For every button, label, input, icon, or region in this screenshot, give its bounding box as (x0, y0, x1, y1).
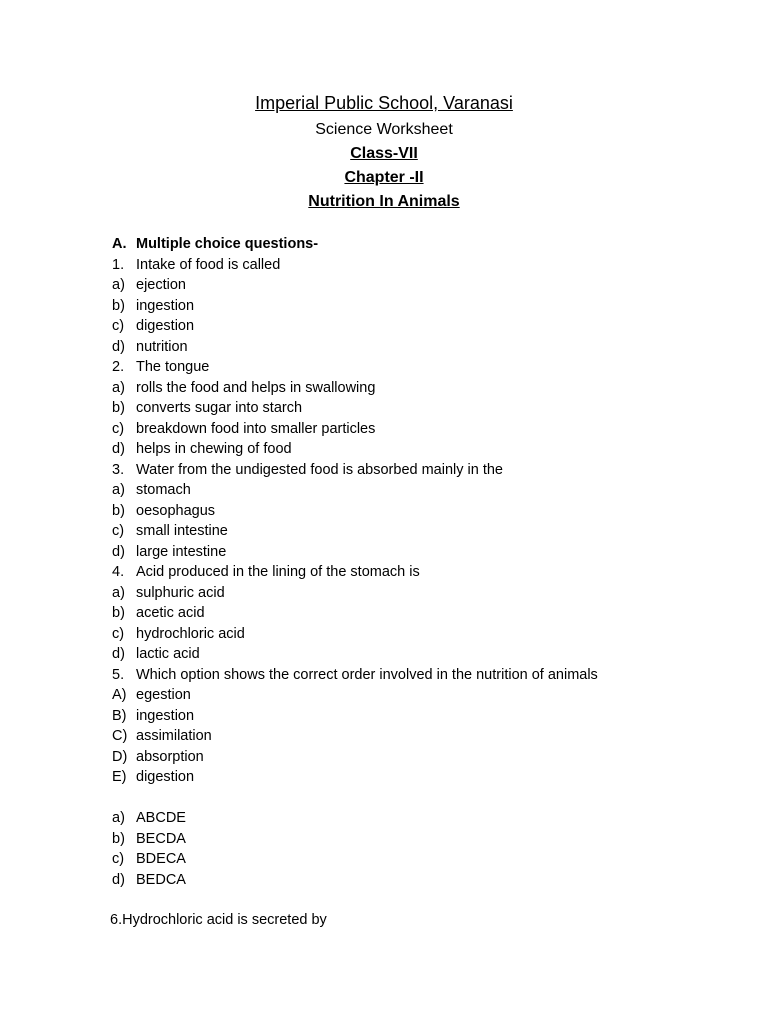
list-item (112, 521, 732, 542)
item-text: ejection (136, 277, 186, 293)
item-text: BECDA (136, 830, 186, 847)
list-item (112, 685, 732, 706)
list-item (112, 398, 732, 419)
item-marker: 3. (112, 461, 125, 478)
item-text: Acid produced in the lining of the stomach is (136, 564, 420, 580)
list-item (112, 624, 732, 645)
item-marker: a) (112, 810, 125, 826)
item-marker: A. (112, 236, 127, 252)
item-text: Which option shows the correct order involved in the nutrition of animals (136, 666, 598, 683)
question-6: 6.Hydrochloric acid is secreted by (110, 912, 327, 928)
item-marker: 5. (112, 666, 125, 683)
item-marker: A) (112, 687, 127, 703)
item-text: helps in chewing of food (136, 441, 292, 457)
item-marker: E) (112, 769, 127, 785)
item-text: converts sugar into starch (136, 400, 303, 416)
item-marker: b) (112, 605, 125, 621)
item-text: ingestion (136, 297, 195, 314)
item-text: lactic acid (136, 646, 200, 662)
item-text: Multiple choice questions- (136, 236, 319, 252)
item-marker: a) (112, 584, 125, 601)
class-heading: Class-VII (350, 145, 418, 162)
list-item (112, 542, 732, 563)
list-item (112, 357, 732, 378)
list-item (112, 275, 732, 296)
item-marker: 1. (112, 256, 125, 273)
list-item (112, 337, 732, 358)
spacer (112, 788, 732, 809)
item-text: large intestine (136, 543, 227, 560)
item-text: ABCDE (136, 810, 186, 826)
item-text: Water from the undigested food is absorbed mainly in the (136, 461, 503, 478)
item-marker: D) (112, 748, 128, 765)
item-marker: b) (112, 502, 125, 519)
question-list (112, 234, 732, 890)
item-text: assimilation (136, 728, 212, 744)
list-item (112, 808, 732, 829)
item-marker: c) (112, 851, 125, 867)
item-marker: d) (112, 338, 125, 355)
list-item (112, 767, 732, 788)
item-marker: a) (112, 277, 125, 293)
item-marker: 2. (112, 359, 125, 375)
school-name: Imperial Public School, Varanasi (255, 93, 513, 113)
item-marker: d) (112, 441, 125, 457)
list-item (112, 603, 732, 624)
item-text: hydrochloric acid (136, 625, 245, 642)
list-item (112, 644, 732, 665)
list-item (112, 378, 732, 399)
list-item (112, 439, 732, 460)
list-item (112, 870, 732, 891)
item-marker: b) (112, 830, 125, 847)
item-marker: B) (112, 707, 127, 724)
list-item (112, 849, 732, 870)
item-text: acetic acid (136, 605, 205, 621)
item-text: oesophagus (136, 502, 216, 519)
item-text: digestion (136, 318, 195, 334)
list-item (112, 501, 732, 522)
chapter-heading: Chapter -II (344, 169, 424, 186)
list-item (112, 747, 732, 768)
topic-heading: Nutrition In Animals (308, 193, 460, 210)
item-marker: b) (112, 400, 125, 416)
item-marker: c) (112, 523, 125, 539)
list-item (112, 706, 732, 727)
item-text: Intake of food is called (136, 256, 281, 273)
list-item (112, 255, 732, 276)
item-marker: b) (112, 297, 125, 314)
item-marker: c) (112, 420, 125, 437)
list-item (112, 460, 732, 481)
list-item (112, 726, 732, 747)
section-heading (112, 234, 732, 255)
item-text: sulphuric acid (136, 584, 225, 601)
list-item (112, 296, 732, 317)
item-marker: c) (112, 318, 125, 334)
item-marker: d) (112, 543, 125, 560)
item-text: breakdown food into smaller particles (136, 420, 376, 437)
worksheet-title: Science Worksheet (315, 121, 453, 138)
item-text: digestion (136, 769, 195, 785)
item-text: The tongue (136, 359, 210, 375)
item-text: rolls the food and helps in swallowing (136, 379, 376, 396)
item-text: stomach (136, 482, 191, 498)
item-text: absorption (136, 748, 204, 765)
item-marker: d) (112, 646, 125, 662)
list-item (112, 419, 732, 440)
item-marker: a) (112, 482, 125, 498)
item-text: egestion (136, 687, 191, 703)
item-marker: c) (112, 625, 125, 642)
item-text: ingestion (136, 707, 195, 724)
list-item (112, 829, 732, 850)
item-marker: a) (112, 379, 125, 396)
item-text: nutrition (136, 338, 188, 355)
list-item (112, 316, 732, 337)
list-item (112, 665, 732, 686)
list-item (112, 583, 732, 604)
item-text: BDECA (136, 851, 186, 867)
item-text: BEDCA (136, 871, 186, 888)
item-marker: d) (112, 871, 125, 888)
list-item (112, 480, 732, 501)
list-item (112, 562, 732, 583)
item-text: small intestine (136, 523, 228, 539)
item-marker: C) (112, 728, 128, 744)
item-marker: 4. (112, 564, 125, 580)
